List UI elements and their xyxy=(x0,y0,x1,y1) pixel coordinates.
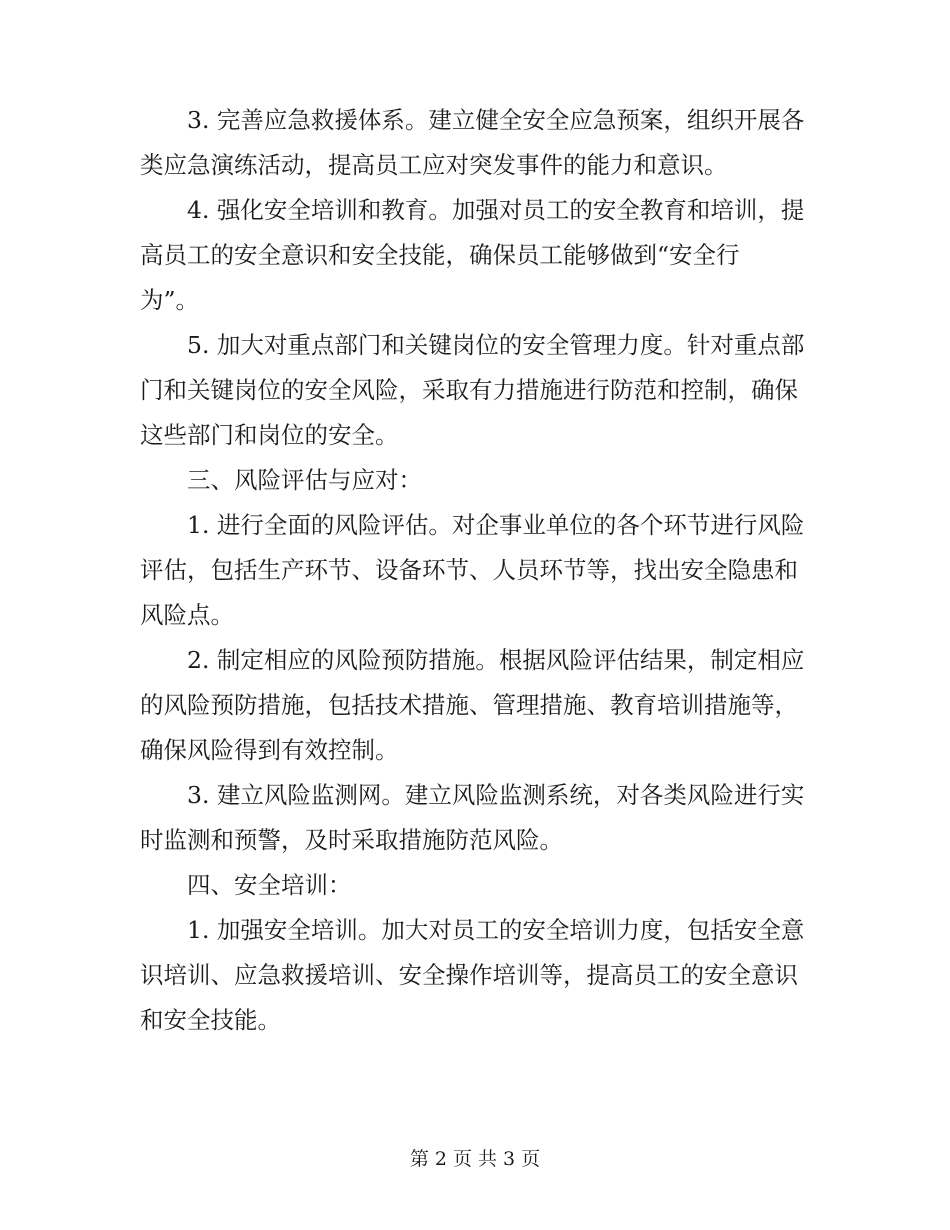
text-line: 评估，包括生产环节、设备环节、人员环节等，找出安全隐患和 xyxy=(140,556,798,584)
text-line: 三、风险评估与应对： xyxy=(187,466,422,494)
text-line: 为”。 xyxy=(140,286,200,314)
text-line: 4. 强化安全培训和教育。加强对员工的安全教育和培训，提 xyxy=(187,196,805,224)
text-line: 这些部门和岗位的安全。 xyxy=(140,421,399,449)
text-line: 和安全技能。 xyxy=(140,1006,281,1034)
text-line: 的风险预防措施，包括技术措施、管理措施、教育培训措施等， xyxy=(140,691,798,719)
text-line: 识培训、应急救援培训、安全操作培训等，提高员工的安全意识 xyxy=(140,961,798,989)
text-line: 3. 完善应急救援体系。建立健全安全应急预案，组织开展各 xyxy=(187,106,805,134)
text-line: 5. 加大对重点部门和关键岗位的安全管理力度。针对重点部 xyxy=(187,331,805,359)
text-line: 1. 加强安全培训。加大对员工的安全培训力度，包括安全意 xyxy=(187,916,805,944)
text-line: 3. 建立风险监测网。建立风险监测系统，对各类风险进行实 xyxy=(187,781,805,809)
text-line: 时监测和预警，及时采取措施防范风险。 xyxy=(140,826,563,854)
document-body xyxy=(140,98,812,1043)
text-line: 风险点。 xyxy=(140,601,234,629)
text-line: 四、安全培训： xyxy=(187,871,352,899)
page-footer-page-number: 第 2 页 共 3 页 xyxy=(409,1148,541,1170)
text-line: 门和关键岗位的安全风险，采取有力措施进行防范和控制，确保 xyxy=(140,376,798,404)
text-line: 类应急演练活动，提高员工应对突发事件的能力和意识。 xyxy=(140,151,728,179)
text-line: 高员工的安全意识和安全技能，确保员工能够做到“安全行 xyxy=(140,241,740,269)
text-line: 1. 进行全面的风险评估。对企事业单位的各个环节进行风险 xyxy=(187,511,805,539)
text-line: 2. 制定相应的风险预防措施。根据风险评估结果，制定相应 xyxy=(187,646,805,674)
text-line: 确保风险得到有效控制。 xyxy=(140,736,399,764)
